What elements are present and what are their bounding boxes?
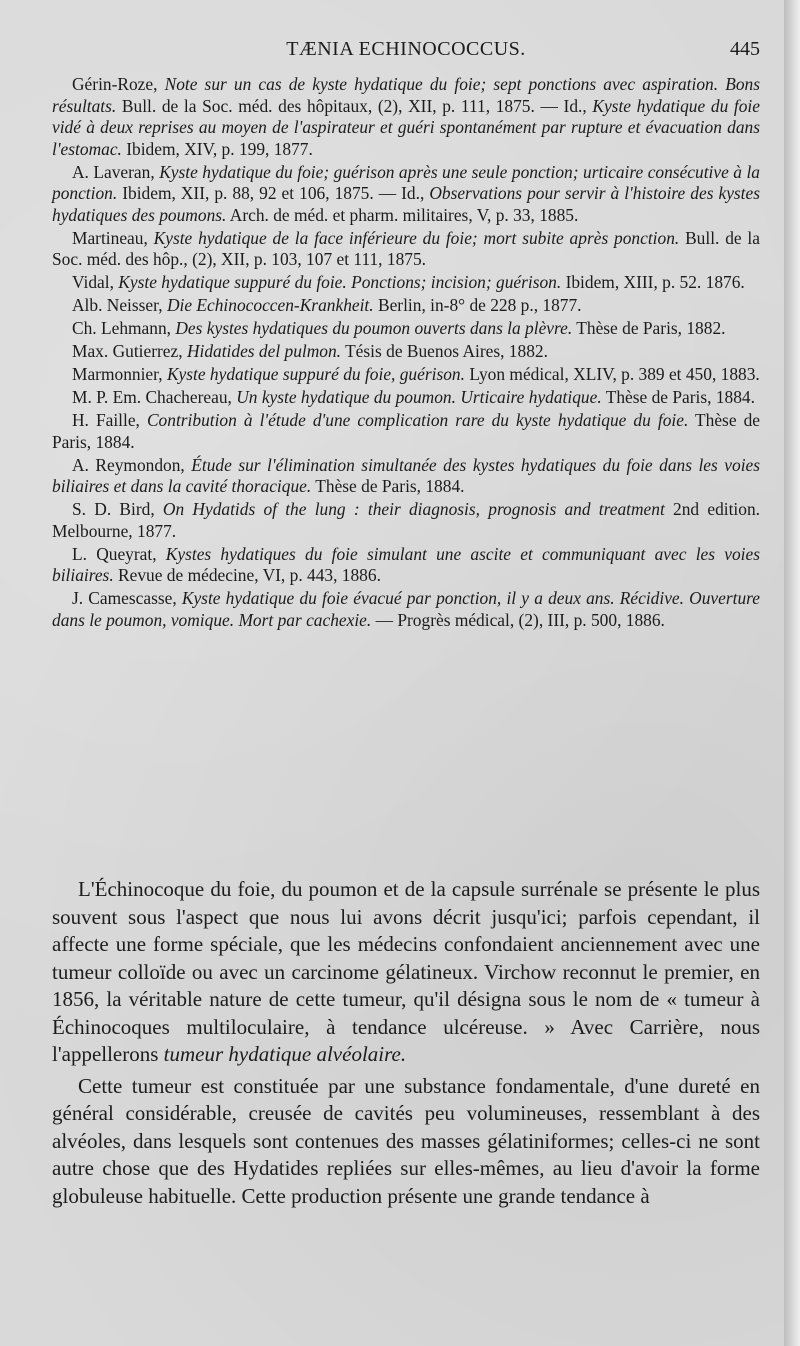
reference-entry-segment: Observations pour servir à l'histoire des kystes hydatiques des poumons.	[52, 183, 761, 225]
reference-entry-segment: Des kystes hydatiques du poumon ouverts dans la plèvre.	[175, 318, 573, 338]
running-title: TÆNIA ECHINOCOCCUS.	[286, 38, 526, 60]
paragraph-segment: Cette tumeur est constituée par une substance fondamentale, d'une dureté en général considérable, creusée de cavités peu volumineuses, ressemblant à des alvéoles, dans lesquels sont contenues des masses gélatiniformes; celles-ci ne sont autre chose que des Hydatides repliées sur elles-mêmes, au lieu d'avoir la forme globuleuse habituelle. Cette production présente une grande tendance à	[52, 1073, 760, 1208]
reference-entry-segment: — Progrès médical, (2), III, p. 500, 1886.	[371, 609, 665, 630]
page-number: 445	[730, 38, 760, 60]
reference-entry-segment: Thèse de Paris, 1882.	[572, 318, 726, 338]
reference-entry	[52, 455, 760, 498]
reference-entry-segment: Un kyste hydatique du poumon. Urticaire hydatique.	[236, 387, 602, 407]
reference-entry-segment: Marmonnier,	[72, 364, 167, 384]
reference-entry-segment: A. Reymondon,	[72, 454, 192, 475]
paragraph	[52, 876, 760, 1069]
reference-entry-segment: Alb. Neisser,	[72, 295, 167, 315]
reference-entry	[52, 387, 760, 409]
reference-entry-segment: Kyste hydatique suppuré du foie, guérison.	[166, 364, 465, 384]
reference-entry-segment: M. P. Em. Chachereau,	[72, 387, 237, 407]
reference-entry-segment: Bull. de la Soc. méd. des hôpitaux, (2), XII, p. 111, 1875. — Id.,	[116, 95, 593, 116]
reference-entry-segment: Étude sur l'élimination simultanée des kystes hydatiques du foie dans les voies biliaires et dans la cavité thoracique.	[52, 454, 761, 496]
page-edge-shadow	[784, 0, 800, 1346]
reference-entry-segment: Ibidem, XIII, p. 52. 1876.	[561, 272, 745, 292]
reference-entry-segment: S. D. Bird,	[72, 499, 163, 519]
reference-entry-segment: Revue de médecine, VI, p. 443, 1886.	[113, 565, 381, 585]
body-text	[52, 876, 760, 1214]
reference-entry-segment: Martineau,	[72, 227, 154, 248]
reference-entry-segment: Thèse de Paris, 1884.	[311, 476, 465, 496]
paragraph-segment: tumeur hydatique alvéolaire.	[163, 1042, 407, 1066]
reference-entry-segment: Gérin-Roze,	[72, 74, 165, 94]
reference-entry-segment: H. Faille,	[72, 410, 147, 430]
reference-entry-segment: Kystes hydatiques du foie simulant une ascite et communiquant avec les voies biliaires.	[52, 543, 760, 585]
reference-entry-segment: Max. Gutierrez,	[72, 341, 187, 361]
reference-entry-segment: Berlin, in-8° de 228 p., 1877.	[373, 295, 582, 315]
reference-entry	[52, 272, 760, 294]
bibliography	[52, 74, 760, 633]
paragraph	[52, 1073, 760, 1211]
reference-entry-segment: Tésis de Buenos Aires, 1882.	[341, 341, 548, 361]
reference-entry-segment: 2nd edition. Melbourne, 1877.	[52, 499, 760, 541]
reference-entry	[52, 162, 760, 227]
reference-entry	[52, 318, 760, 340]
reference-entry-segment: A. Laveran,	[72, 161, 160, 182]
paragraph-segment: L'Échinocoque du foie, du poumon et de la capsule surrénale se présente le plus souvent sous l'aspect que nous lui avons décrit jusqu'ici; parfois cependant, il affecte une forme spéciale, que les médecins confondaient anciennement avec une tumeur colloïde ou avec un carcinome gélatineux. Virchow reconnut le premier, en 1856, la véritable nature de cette tumeur, qu'il désigna sous le nom de « tumeur à Échinocoques multiloculaire, à tendance ulcéreuse. » Avec Carrière, nous l'appellerons	[52, 877, 760, 1066]
reference-entry	[52, 499, 760, 542]
reference-entry-segment: Kyste hydatique du foie vidé à deux reprises au moyen de l'aspirateur et guéri spontanément par rupture et évacuation dans l'estomac.	[52, 95, 760, 159]
reference-entry	[52, 295, 760, 317]
reference-entry-segment: Lyon médical, XLIV, p. 389 et 450, 1883.	[464, 364, 760, 384]
reference-entry-segment: Hidatides del pulmon.	[186, 341, 342, 361]
reference-entry-segment: Vidal,	[72, 272, 119, 292]
reference-entry-segment: Bull. de la Soc. méd. des hôp., (2), XII, p. 103, 107 et 111, 1875.	[52, 227, 760, 269]
reference-entry-segment: Arch. de méd. et pharm. militaires, V, p. 33, 1885.	[226, 204, 579, 225]
reference-entry-segment: On Hydatids of the lung : their diagnosis, prognosis and treatment	[162, 499, 665, 519]
reference-entry-segment: Die Echinococcen-Krankheit.	[166, 295, 374, 315]
reference-entry	[52, 588, 760, 631]
page-header	[52, 38, 760, 68]
reference-entry-segment: Contribution à l'étude d'une complication rare du kyste hydatique du foie.	[146, 410, 689, 430]
reference-entry	[52, 410, 760, 453]
reference-entry	[52, 74, 760, 160]
reference-entry-segment: L. Queyrat,	[72, 543, 166, 564]
reference-entry-segment: Kyste hydatique de la face inférieure du foie; mort subite après ponction.	[153, 227, 680, 248]
reference-entry-segment: Kyste hydatique suppuré du foie. Ponctions; incision; guérison.	[118, 272, 562, 292]
reference-entry-segment: Thèse de Paris, 1884.	[601, 387, 755, 407]
reference-entry	[52, 341, 760, 363]
reference-entry-segment: Thèse de Paris, 1884.	[52, 410, 760, 452]
reference-entry-segment: J. Camescasse,	[72, 588, 182, 608]
reference-entry	[52, 228, 760, 271]
reference-entry	[52, 544, 760, 587]
reference-entry-segment: Note sur un cas de kyste hydatique du foie; sept ponctions avec aspiration. Bons résultats.	[52, 74, 760, 116]
reference-entry	[52, 364, 760, 386]
reference-entry-segment: Ch. Lehmann,	[72, 318, 176, 338]
reference-entry-segment: Kyste hydatique du foie évacué par ponction, il y a deux ans. Récidive. Ouverture dans le poumon, vomique. Mort par cachexie.	[52, 588, 760, 630]
reference-entry-segment: Ibidem, XIV, p. 199, 1877.	[121, 138, 313, 159]
reference-entry-segment: Kyste hydatique du foie; guérison après une seule ponction; urticaire consécutive à la ponction.	[52, 161, 760, 203]
reference-entry-segment: Ibidem, XII, p. 88, 92 et 106, 1875. — Id.,	[117, 183, 430, 203]
